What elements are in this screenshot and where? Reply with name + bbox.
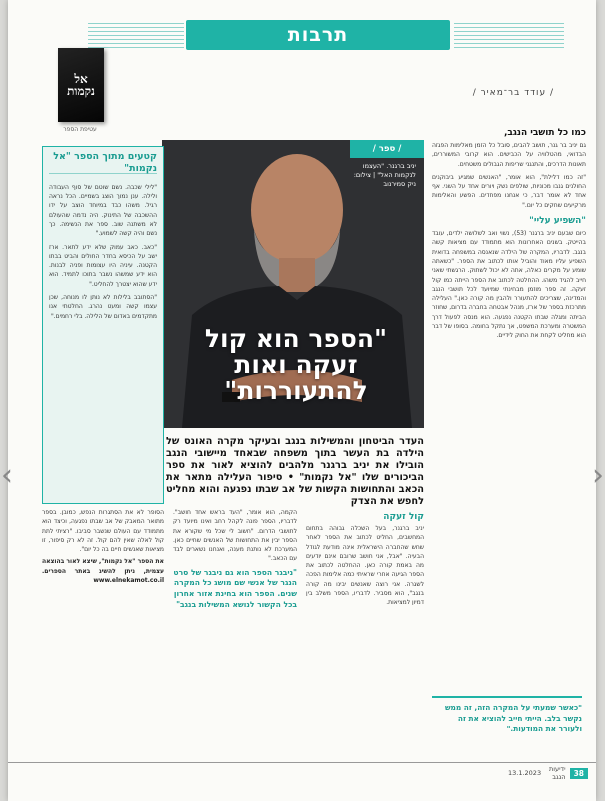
column-text: הקמה, הוא אומר, "העד בראש אחד חושב". לדבריו, הספר פונה לקהל רחב ואינו מיועד רק לתושבי הדרום. "חשוב לי שכל מי שקורא את הספר יבין את התחושות של האנשים שחיים כאן. המערכת לא נותנת מענה, ואנחנו נשארים לבד עם הכאב.": [173, 509, 297, 563]
headline: "הספר הוא קול זעקה ואות להתעוררות": [204, 324, 388, 405]
right-column: [432, 128, 586, 734]
contact-info: את הספר "אל נקמות", שיצא לאור בהוצאה עצמית, ניתן להשיג באתר הספרים. www.elnekamot.co.il: [42, 558, 164, 585]
right-column-subheading: "השפיע עליי": [529, 216, 586, 227]
footer: [508, 766, 588, 780]
byline: / עודד בר־מאיר /: [472, 88, 554, 98]
next-page-arrow-icon[interactable]: ›: [592, 458, 604, 493]
excerpts-sidebar: [42, 146, 164, 504]
publication-name: ידיעות הנגב: [548, 765, 566, 781]
page-number: 38: [570, 768, 588, 779]
header-stripes-left: [88, 23, 184, 48]
body-column-2: [173, 508, 297, 762]
right-column-body: כיום שבעם יניב ברגנר (53), נשוי ואב לשלושה ילדים, עובד בהייטק. בשנים האחרונות הוא מתמודד עם מציאות קשה בנגב. לדבריו, המקרה של הילדה שנאנסה במשפחה בדואית השפיע עליו מאוד והוביל אותו לכתוב את הספר. "כשאתה שומע על מקרים כאלה, אתה לא יכול לשתוק. הרגשתי שאני חייב להגיד משהו. ההחלטה לכתוב את הספר הייתה כמו קול זעקה. זה ספר מוזמן מבחינתי שמיועד לכל תושבי הנגב והמדינה, שצריכים להתעורר ולהבין מה קורה כאן." העלילה מתרכזת בספר של ארז, מנהל אבטחה בחברה בדרום, שחוזר הביתה ומגלה שבתו הקטנה נפגעה. הוא מנסה לפעול דרך המשטרה ומערכת המשפט, אך נתקל בחומה. בסופו של דבר הוא מחליט לקחת את החוק לידיים.: [432, 230, 586, 340]
deck-paragraph: העדר הביטחון והמשילות בנגב ובעיקר מקרה האונס של הילדה בת העשר בתוך משפחה שבאחד מיישובי הנגב הובילו את יניב ברגנר מלהבים להוציא לאור את ספר הביכורים שלו "אל נקמות" • סיפור העלילה מתאר את הכאב והתחושות הקשות של אב שבתו נפגעה והוא מחליט לחפש את הצדק: [166, 436, 424, 507]
section-title: תרבות: [287, 24, 349, 46]
excerpt-paragraph: "כאב. כאב עמוק שלא ידע לתאר. ארז ישב על הכיסא בחדר החולים והביט בבתו הקטנה. עיניה היו עצומות ופניה לבנות. הוא ידע שמשהו נשבר בתוכו לתמיד. הוא ידע שהוא יצטרך להחליט.": [49, 243, 157, 288]
right-column-quote: "זה כמו דלילת", הוא אומר, "האנשים שמגיע ביבוקנים החולנים גנבו מכוניות, שולפים נשק ויורים אחד על השני. אף אחד לא אומר דבר, כי אנחנו מפחדים. הפשע והאלימות מרקיעים שחקים כל יום.": [432, 173, 586, 209]
excerpt-paragraph: "הסתובב בלילות לא נותן לו מנוחה, שכן עצמו קשה ומעט נהרג. החלטתי אנו מתקדמים באדום של הלילה. בלי רחמים.": [49, 294, 157, 320]
book-cover: [58, 48, 104, 122]
header-stripes-right: [454, 23, 564, 48]
excerpt-paragraph: "לילי שכבה. נשם שוטם של סוף העבודה ולילה. ענן נמוך הוצג בשמיים. הכל נראה רגיל. משהו כבד במיוחד הוצב על ידו ההשכבה של התינוק. היה נדמה שהעולם לא משתנה שוב. ספר את הנשימה. כך נשם והיה קשה לשמוע.": [49, 183, 157, 238]
prev-page-arrow-icon[interactable]: ‹: [1, 458, 13, 493]
right-column-heading: כמו כל תושבי הנגב,: [503, 128, 586, 138]
excerpts-title: קטעים מתוך הספר "אל נקמות": [49, 151, 157, 178]
issue-date: 13.1.2023: [508, 769, 542, 777]
book-caption: עטיפת הספר: [63, 126, 97, 133]
author-photo: [162, 140, 424, 428]
column-text: הסופר לא את הסתגרות הנפש, כמובן. בספר מתואר המאבק של אב שבתו נפגעה, וכיצד הוא מתמודד עם העולם שנשבר סביבו. "רציתי לתת קול לאלה שאין להם קול. זה לא רק סיפור, זו מציאות שאנשים חיים בה כל יום".: [42, 509, 164, 554]
photo-tag: / ספר /: [350, 140, 424, 158]
pull-quote: [432, 696, 582, 760]
column-pull-quote: "ניבגר הספר הוא גם ניבגר של סרט הנגר של אנשי שם מושג כל המקרה שנים. הספר הוא בחינת אזור אחרון בכל הקשור לנושא המשילות בנגב": [173, 567, 297, 609]
pull-quote-text: "כאשר שמעתי על המקרה הזה, זה ממש נקשר בלב. הייתי חייב להוציא את זה ולעורר את המודעות.": [444, 703, 582, 734]
section-header: [186, 20, 450, 50]
book-cover-title: אל נקמות: [67, 72, 95, 98]
body-column-1: [306, 508, 424, 762]
column-subheading: קול זעקה: [383, 512, 424, 522]
right-column-intro: גם יניב בר גנר, תושב להבים, סובל כל הזמן מאלימות הפגזה הבדואי, מהטלוויה על הכבישים. הוא קרובי המשוררים, תאונות הדרכים, והתנגני שריפות הגבולים משטחים.: [432, 142, 586, 168]
magazine-page: [8, 0, 596, 801]
column-text: יניב ברגנר, בעל השכלה גבוהה בתחום המחשבים, החליט לכתוב את הספר לאחר שחש שהחברה הישראלית אינה מודעת לגודל הבעיה. "אבל, אני חושב שרובם אינם יודעים מה באמת קורה כאן. ההחלטה לכתוב את הספר הגיעה אחרי שראיתי כמה אלימות הפכה לשגרה. אני רוצה שאנשים יבינו מה קורה בנגב", הוא מסביר. לדבריו, הספר משלב בין דמיון למציאות.: [306, 525, 424, 607]
body-column-3: [42, 508, 164, 762]
photo-credit: יניב ברגנר. "העצמו לנקמות האל" | צילום: ניק סמירנוב: [353, 162, 416, 188]
footer-divider: [8, 762, 596, 763]
